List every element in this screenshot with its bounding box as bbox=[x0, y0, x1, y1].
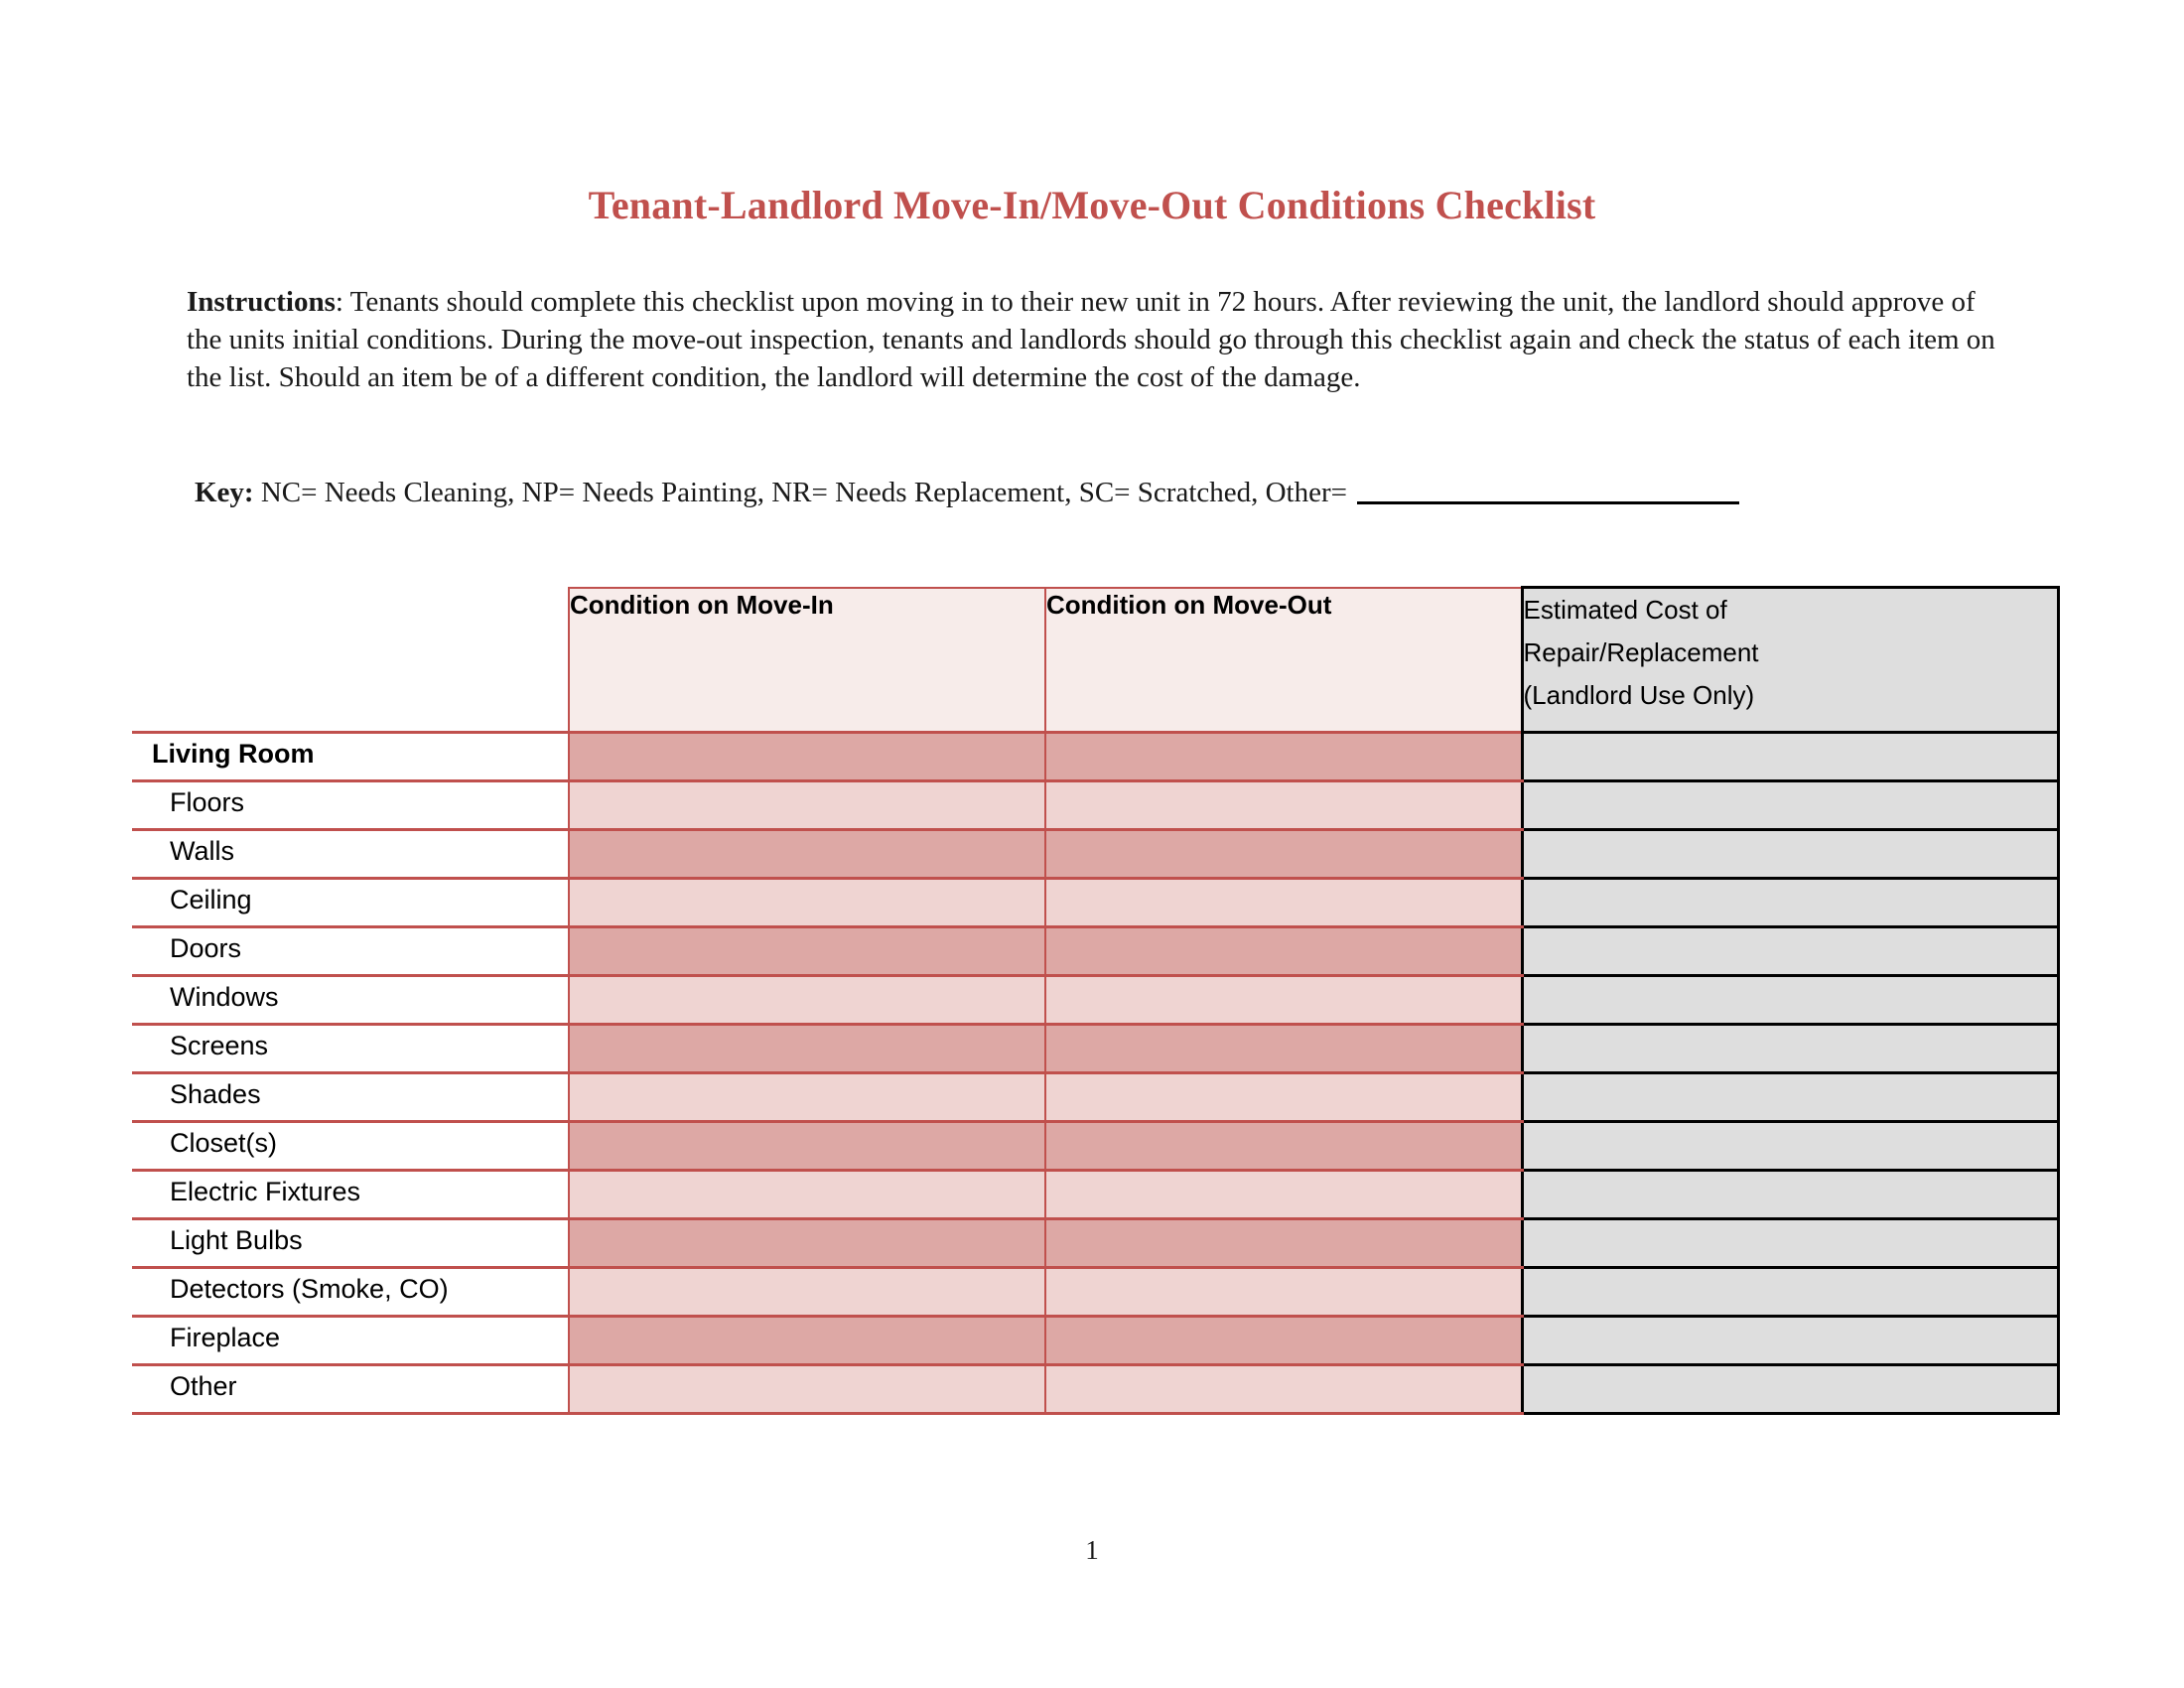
key-other-blank-field[interactable] bbox=[1357, 501, 1739, 504]
move-out-condition-cell[interactable] bbox=[1045, 1219, 1522, 1268]
move-in-condition-cell[interactable] bbox=[569, 1317, 1045, 1365]
estimated-cost-cell[interactable] bbox=[1522, 1219, 2058, 1268]
table-body bbox=[132, 588, 2058, 1414]
move-in-condition-cell[interactable] bbox=[569, 1268, 1045, 1317]
row-label-text: Other bbox=[170, 1371, 237, 1401]
move-in-condition-cell[interactable] bbox=[569, 1219, 1045, 1268]
header-condition-move-in: Condition on Move-In bbox=[569, 588, 1045, 733]
table-row bbox=[132, 1268, 2058, 1317]
row-label-text: Windows bbox=[170, 982, 279, 1012]
row-label-text: Walls bbox=[170, 836, 234, 866]
table-row bbox=[132, 976, 2058, 1025]
table-row bbox=[132, 1171, 2058, 1219]
move-out-condition-cell[interactable] bbox=[1045, 1365, 1522, 1414]
header-condition-move-out: Condition on Move-Out bbox=[1045, 588, 1522, 733]
row-label-text: Floors bbox=[170, 787, 245, 817]
table-row bbox=[132, 1365, 2058, 1414]
instructions-label: Instructions bbox=[187, 286, 336, 318]
checklist-item-label bbox=[132, 1073, 569, 1122]
header-cost-line-1: Estimated Cost of bbox=[1523, 595, 1727, 625]
move-out-condition-cell[interactable] bbox=[1045, 1171, 1522, 1219]
estimated-cost-cell[interactable] bbox=[1522, 1317, 2058, 1365]
header-cost-line-2: Repair/Replacement bbox=[1523, 637, 1759, 667]
checklist-item-label bbox=[132, 1317, 569, 1365]
instructions-body: Tenants should complete this checklist upon moving in to their new unit in 72 hours. After reviewing the unit, the landlord should approve of the units initial conditions. During the move-out inspection, tenants and landlords should go through this checklist again and check the status of each item on the list. Should an item be of a different condition, the landlord will determine the cost of the damage. bbox=[187, 286, 1995, 393]
move-in-condition-cell[interactable] bbox=[569, 830, 1045, 879]
row-label-text: Ceiling bbox=[170, 885, 252, 914]
checklist-item-label bbox=[132, 1171, 569, 1219]
row-label-text: Screens bbox=[170, 1031, 269, 1060]
header-item-column bbox=[132, 588, 569, 733]
table-header-row bbox=[132, 588, 2058, 733]
conditions-table-grid bbox=[132, 586, 2060, 1415]
estimated-cost-cell[interactable] bbox=[1522, 830, 2058, 879]
move-out-condition-cell[interactable] bbox=[1045, 781, 1522, 830]
move-out-condition-cell[interactable] bbox=[1045, 1122, 1522, 1171]
estimated-cost-cell[interactable] bbox=[1522, 1365, 2058, 1414]
move-in-condition-cell[interactable] bbox=[569, 1365, 1045, 1414]
move-in-condition-cell[interactable] bbox=[569, 879, 1045, 927]
move-in-condition-cell[interactable] bbox=[569, 1025, 1045, 1073]
header-estimated-cost bbox=[1522, 588, 2058, 733]
row-label-text: Living Room bbox=[152, 739, 315, 769]
table-row bbox=[132, 781, 2058, 830]
checklist-item-label bbox=[132, 976, 569, 1025]
estimated-cost-cell[interactable] bbox=[1522, 781, 2058, 830]
move-in-condition-cell[interactable] bbox=[569, 1073, 1045, 1122]
estimated-cost-cell[interactable] bbox=[1522, 1268, 2058, 1317]
move-in-condition-cell[interactable] bbox=[569, 976, 1045, 1025]
table-row bbox=[132, 927, 2058, 976]
move-in-condition-cell[interactable] bbox=[569, 927, 1045, 976]
move-in-condition-cell[interactable] bbox=[569, 1171, 1045, 1219]
estimated-cost-cell[interactable] bbox=[1522, 733, 2058, 781]
page-number: 1 bbox=[1085, 1535, 1099, 1565]
table-row bbox=[132, 1317, 2058, 1365]
estimated-cost-cell[interactable] bbox=[1522, 879, 2058, 927]
row-label-text: Fireplace bbox=[170, 1323, 281, 1352]
table-row bbox=[132, 1219, 2058, 1268]
row-label-text: Closet(s) bbox=[170, 1128, 278, 1158]
checklist-item-label bbox=[132, 1025, 569, 1073]
header-cost-line-3: (Landlord Use Only) bbox=[1523, 680, 1755, 710]
move-in-condition-cell[interactable] bbox=[569, 1122, 1045, 1171]
table-row bbox=[132, 733, 2058, 781]
row-label-text: Light Bulbs bbox=[170, 1225, 303, 1255]
estimated-cost-cell[interactable] bbox=[1522, 1171, 2058, 1219]
conditions-table bbox=[132, 586, 2058, 1415]
row-label-text: Detectors (Smoke, CO) bbox=[170, 1274, 449, 1304]
table-row bbox=[132, 879, 2058, 927]
checklist-item-label bbox=[132, 830, 569, 879]
room-section-label bbox=[132, 733, 569, 781]
checklist-item-label bbox=[132, 1268, 569, 1317]
move-in-condition-cell[interactable] bbox=[569, 781, 1045, 830]
key-line bbox=[195, 475, 2031, 510]
move-in-condition-cell[interactable] bbox=[569, 733, 1045, 781]
table-row bbox=[132, 1073, 2058, 1122]
table-row bbox=[132, 1122, 2058, 1171]
move-out-condition-cell[interactable] bbox=[1045, 830, 1522, 879]
key-label: Key: bbox=[195, 477, 254, 508]
move-out-condition-cell[interactable] bbox=[1045, 927, 1522, 976]
table-row bbox=[132, 830, 2058, 879]
instructions-paragraph bbox=[187, 283, 2013, 396]
move-out-condition-cell[interactable] bbox=[1045, 1268, 1522, 1317]
move-out-condition-cell[interactable] bbox=[1045, 1073, 1522, 1122]
move-out-condition-cell[interactable] bbox=[1045, 1317, 1522, 1365]
estimated-cost-cell[interactable] bbox=[1522, 1122, 2058, 1171]
estimated-cost-cell[interactable] bbox=[1522, 1025, 2058, 1073]
move-out-condition-cell[interactable] bbox=[1045, 1025, 1522, 1073]
estimated-cost-cell[interactable] bbox=[1522, 927, 2058, 976]
move-out-condition-cell[interactable] bbox=[1045, 879, 1522, 927]
estimated-cost-cell[interactable] bbox=[1522, 1073, 2058, 1122]
checklist-item-label bbox=[132, 781, 569, 830]
checklist-item-label bbox=[132, 1365, 569, 1414]
key-text: NC= Needs Cleaning, NP= Needs Painting, NR= Needs Replacement, SC= Scratched, Other= bbox=[253, 477, 1347, 508]
instructions-separator: : bbox=[335, 286, 350, 318]
checklist-item-label bbox=[132, 927, 569, 976]
checklist-item-label bbox=[132, 1122, 569, 1171]
checklist-item-label bbox=[132, 879, 569, 927]
page-title: Tenant-Landlord Move-In/Move-Out Conditions Checklist bbox=[588, 183, 1596, 227]
table-row bbox=[132, 1025, 2058, 1073]
move-out-condition-cell[interactable] bbox=[1045, 733, 1522, 781]
estimated-cost-cell[interactable] bbox=[1522, 976, 2058, 1025]
checklist-item-label bbox=[132, 1219, 569, 1268]
row-label-text: Shades bbox=[170, 1079, 261, 1109]
row-label-text: Doors bbox=[170, 933, 242, 963]
row-label-text: Electric Fixtures bbox=[170, 1177, 361, 1206]
move-out-condition-cell[interactable] bbox=[1045, 976, 1522, 1025]
